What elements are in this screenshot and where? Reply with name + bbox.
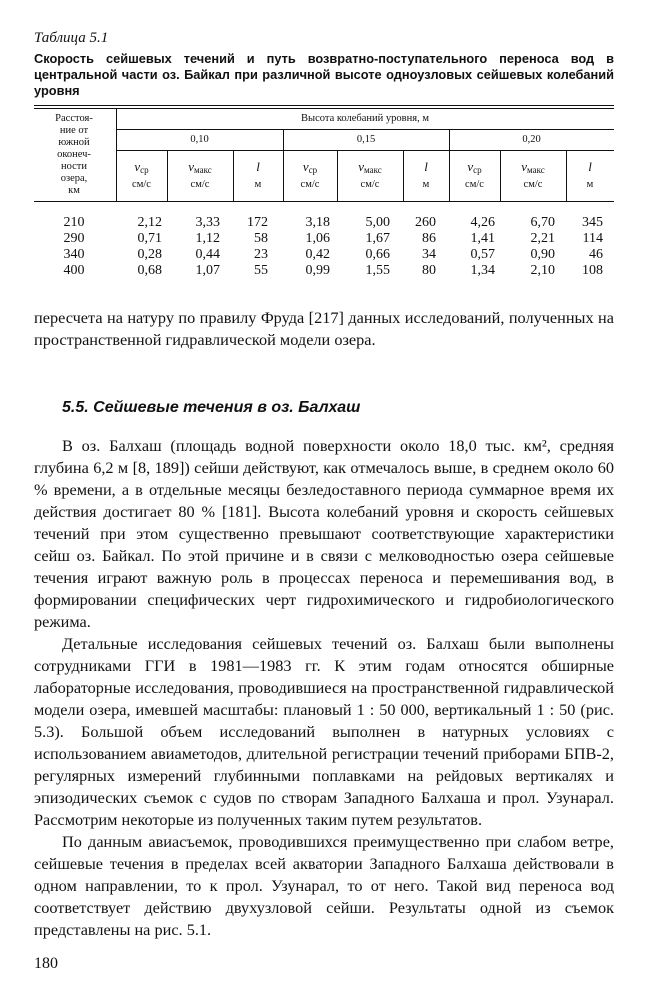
- table-label: Таблица 5.1: [34, 30, 109, 46]
- table-top-rule: [34, 105, 614, 106]
- column-unit: м: [586, 179, 594, 190]
- column-symbol-subscript: макс: [527, 165, 545, 175]
- table-cell: 114: [582, 231, 603, 246]
- column-symbol-letter: l: [424, 159, 428, 174]
- column-unit: см/с: [360, 179, 380, 190]
- section-title: 5.5. Сейшевые течения в оз. Балхаш: [62, 399, 361, 416]
- table-cell: 1,34: [470, 263, 495, 278]
- group-header: Высота колебаний уровня, м: [301, 113, 429, 124]
- column-unit: см/с: [523, 179, 543, 190]
- table-cell: 58: [254, 231, 268, 246]
- stub-header-line: южной: [58, 137, 90, 148]
- table-caption: Скорость сейшевых течений и путь возвратно-поступательного переноса вод в центральной части оз. Байкал при различной высоте одноузловых сейшевых колебаний уровня: [34, 51, 614, 98]
- table-column-divider: [566, 150, 567, 201]
- table-cell: 0,99: [305, 263, 330, 278]
- table-cell: 1,07: [195, 263, 220, 278]
- column-symbol-letter: v: [521, 159, 527, 174]
- column-symbol-letter: v: [188, 159, 194, 174]
- table-cell: 1,41: [470, 231, 495, 246]
- height-header: 0,20: [522, 134, 541, 145]
- table-cell: 0,90: [530, 247, 555, 262]
- table-cell: 55: [254, 263, 268, 278]
- column-symbol: [116, 160, 167, 177]
- column-symbol: [566, 160, 614, 173]
- table-cell: 86: [422, 231, 436, 246]
- column-symbol-subscript: макс: [364, 165, 382, 175]
- table-cell: 1,55: [365, 263, 390, 278]
- column-symbol: [283, 160, 337, 177]
- stub-header-line: озера,: [60, 173, 88, 184]
- table-subheader-rule: [116, 150, 614, 151]
- table-cell: 0,28: [137, 247, 162, 262]
- table-header-rule: [34, 201, 614, 202]
- row-distance: 340: [63, 247, 85, 262]
- paragraph: Детальные исследования сейшевых течений оз. Балхаш были выполнены сотрудниками ГГИ в 1981—1983 гг. К этим годам относятся обширные лабораторные исследования, проводившиеся на пространственной гидравлической модели озера, имевшей масштабы: плановый 1 : 50 000, вертикальный 1 : 50 (рис. 5.3). Большой объем исследований выполнен в натурных условиях с использованием авиаметодов, длительной регистрации течений приборами БПВ-2, регулярных измерений глубинными поплавками на рейдовых вертикалях и эпизодических съемок с судов по створам Западного Балхаша и прол. Узунарал. Рассмотрим некоторые из полученных таким путем результатов.: [34, 634, 614, 829]
- column-unit: м: [254, 179, 262, 190]
- table-cell: 6,70: [530, 215, 555, 230]
- table-cell: 2,12: [137, 215, 162, 230]
- column-unit: см/с: [300, 179, 320, 190]
- table-cell: 0,71: [137, 231, 162, 246]
- column-unit: м: [422, 179, 430, 190]
- paragraph: В оз. Балхаш (площадь водной поверхности около 18,0 тыс. км², средняя глубина 6,2 м [8, 189]) сейши действуют, как отмечалось выше, в среднем около 60 % времени, а в отдельные месяцы безледоставного периода суммарное время их действия достигает 80 % [181]. Высота колебаний уровня и скорость сейшевых течений при этом существенно превышают соответствующие характеристики сейш оз. Байкал. По этой причине и в связи с мелководностью озера сейшевые течения играют важную роль в процессах переноса и перемешивания вод, в формировании специфических черт гидрохимического и гидробиологического режима.: [34, 436, 614, 631]
- table-top-rule-2: [34, 108, 614, 109]
- table-cell: 34: [422, 247, 436, 262]
- table-cell: 2,10: [530, 263, 555, 278]
- table-column-divider: [403, 150, 404, 201]
- column-symbol-letter: l: [588, 159, 592, 174]
- stub-header-line: Расстоя-: [55, 113, 93, 124]
- table-cell: 1,67: [365, 231, 390, 246]
- stub-header-line: ности: [61, 161, 87, 172]
- column-symbol: [403, 160, 449, 173]
- table-cell: 1,12: [195, 231, 220, 246]
- table-cell: 260: [415, 215, 436, 230]
- column-symbol: [337, 160, 403, 177]
- table-cell: 0,42: [305, 247, 330, 262]
- column-symbol-subscript: ср: [140, 165, 149, 175]
- table-cell: 108: [582, 263, 603, 278]
- table-subheader-rule: [116, 129, 614, 130]
- stub-header-line: оконеч-: [57, 149, 91, 160]
- paragraph: По данным авиасъемок, проводившихся преимущественно при слабом ветре, сейшевые течения в пределах всей акватории Западного Балхаша действовали в одном направлении, то к прол. Узунарал, то от него. Такой вид переноса вод соответствует действию двухузловой сейши. Результаты одной из съемок представлены на рис. 5.1.: [34, 832, 614, 939]
- table-cell: 0,66: [365, 247, 390, 262]
- column-unit: см/с: [190, 179, 210, 190]
- table-cell: 0,68: [137, 263, 162, 278]
- height-header: 0,15: [356, 134, 376, 145]
- body-text: [34, 435, 614, 941]
- table-cell: 0,57: [470, 247, 495, 262]
- column-symbol: [233, 160, 283, 173]
- column-symbol: [449, 160, 500, 177]
- table-cell: 172: [247, 215, 268, 230]
- table-cell: 5,00: [365, 215, 390, 230]
- column-symbol: [500, 160, 566, 177]
- row-distance: 400: [63, 263, 85, 278]
- table-cell: 3,18: [305, 215, 330, 230]
- column-symbol-letter: v: [134, 159, 141, 174]
- table-cell: 80: [422, 263, 436, 278]
- table-column-divider: [233, 150, 234, 201]
- column-symbol-letter: v: [358, 159, 364, 174]
- stub-header-line: км: [68, 185, 80, 196]
- column-symbol-letter: v: [302, 159, 309, 174]
- column-symbol-letter: l: [256, 159, 260, 174]
- table-cell: 1,06: [305, 231, 330, 246]
- table-cell: 46: [589, 247, 603, 262]
- height-header: 0,10: [190, 134, 209, 145]
- table-cell: 345: [582, 215, 603, 230]
- stub-header-line: ние от: [59, 125, 89, 136]
- row-distance: 290: [63, 231, 85, 246]
- column-unit: см/с: [465, 179, 484, 190]
- continuation-text: пересчета на натуру по правилу Фруда [217] данных исследований, полученных на пространственной гидравлической модели озера.: [34, 308, 614, 349]
- table-cell: 2,21: [530, 231, 555, 246]
- table-cell: 4,26: [470, 215, 495, 230]
- column-unit: см/с: [132, 179, 151, 190]
- column-symbol-letter: v: [467, 159, 474, 174]
- column-symbol-subscript: ср: [308, 165, 318, 175]
- table-cell: 0,44: [195, 247, 220, 262]
- column-symbol: [167, 160, 233, 177]
- table-cell: 3,33: [195, 215, 220, 230]
- page-number: 180: [34, 955, 58, 972]
- column-symbol-subscript: макс: [194, 165, 212, 175]
- column-symbol-subscript: ср: [473, 165, 482, 175]
- table-cell: 23: [254, 247, 268, 262]
- row-distance: 210: [63, 215, 85, 230]
